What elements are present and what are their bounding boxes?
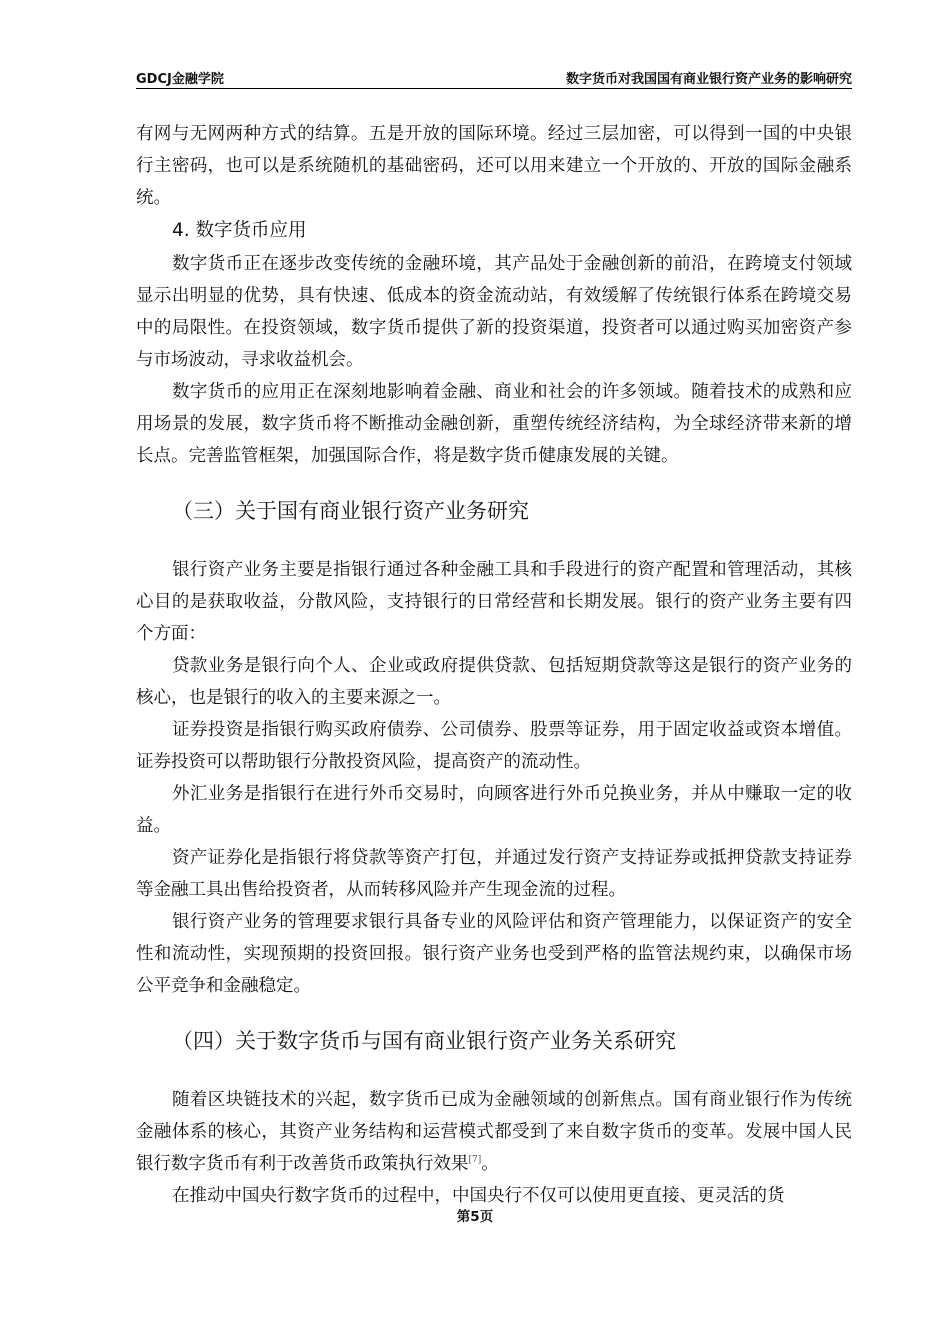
- section-heading-3: （三）关于国有商业银行资产业务研究: [172, 499, 529, 523]
- subheading-digital-currency-application: 4. 数字货币应用: [172, 220, 307, 241]
- paragraph: 数字货币正在逐步改变传统的金融环境，其产品处于金融创新的前沿，在跨境支付领域显示出明显的优势，具有快速、低成本的资金流动站，有效缓解了传统银行体系在跨境交易中的局限性。在投资领域，数字货币提供了新的投资渠道，投资者可以通过购买加密资产参与市场波动，寻求收益机会。: [136, 254, 852, 370]
- paragraph: 银行资产业务的管理要求银行具备专业的风险评估和资产管理能力，以保证资产的安全性和流动性，实现预期的投资回报。银行资产业务也受到严格的监管法规约束，以确保市场公平竞争和金融稳定。: [136, 912, 852, 996]
- header-institution: GDCJ金融学院: [136, 72, 224, 87]
- paragraph-continuation: 有网与无网两种方式的结算。五是开放的国际环境。经过三层加密，可以得到一国的中央银行主密码，也可以是系统随机的基础密码，还可以用来建立一个开放的、开放的国际金融系统。: [136, 124, 852, 208]
- page-number: 第5页: [456, 1209, 494, 1225]
- section-heading-4: （四）关于数字货币与国有商业银行资产业务关系研究: [172, 1029, 676, 1053]
- paragraph: 数字货币的应用正在深刻地影响着金融、商业和社会的许多领域。随着技术的成熟和应用场景的发展，数字货币将不断推动金融创新，重塑传统经济结构，为全球经济带来新的增长点。完善监管框架，加强国际合作，将是数字货币健康发展的关键。: [136, 382, 852, 466]
- header-divider: [136, 88, 852, 89]
- paragraph: 外汇业务是指银行在进行外币交易时，向顾客进行外币兑换业务，并从中赚取一定的收益。: [136, 784, 852, 836]
- paragraph-text: 随着区块链技术的兴起，数字货币已成为金融领域的创新焦点。国有商业银行作为传统金融体系的核心，其资产业务结构和运营模式都受到了来自数字货币的变革。发展中国人民银行数字货币有利于改善货币政策执行效果: [136, 1090, 852, 1174]
- header-document-title: 数字货币对我国国有商业银行资产业务的影响研究: [565, 72, 852, 87]
- paragraph: 证券投资是指银行购买政府债券、公司债券、股票等证券，用于固定收益或资本增值。证券投资可以帮助银行分散投资风险，提高资产的流动性。: [136, 720, 852, 772]
- paragraph-end: 。: [481, 1154, 499, 1174]
- citation-marker[interactable]: [7]: [468, 1155, 482, 1166]
- paragraph-with-citation: [136, 1084, 852, 1180]
- paragraph: 资产证券化是指银行将贷款等资产打包，并通过发行资产支持证券或抵押贷款支持证券等金融工具出售给投资者，从而转移风险并产生现金流的过程。: [136, 848, 852, 900]
- page-header: [136, 68, 852, 88]
- paragraph: 贷款业务是银行向个人、企业或政府提供贷款、包括短期贷款等这是银行的资产业务的核心，也是银行的收入的主要来源之一。: [136, 656, 852, 708]
- page-body: [136, 118, 852, 1212]
- paragraph: 银行资产业务主要是指银行通过各种金融工具和手段进行的资产配置和管理活动，其核心目的是获取收益，分散风险，支持银行的日常经营和长期发展。银行的资产业务主要有四个方面：: [136, 560, 852, 644]
- paragraph: 在推动中国央行数字货币的过程中，中国央行不仅可以使用更直接、更灵活的货: [172, 1186, 785, 1206]
